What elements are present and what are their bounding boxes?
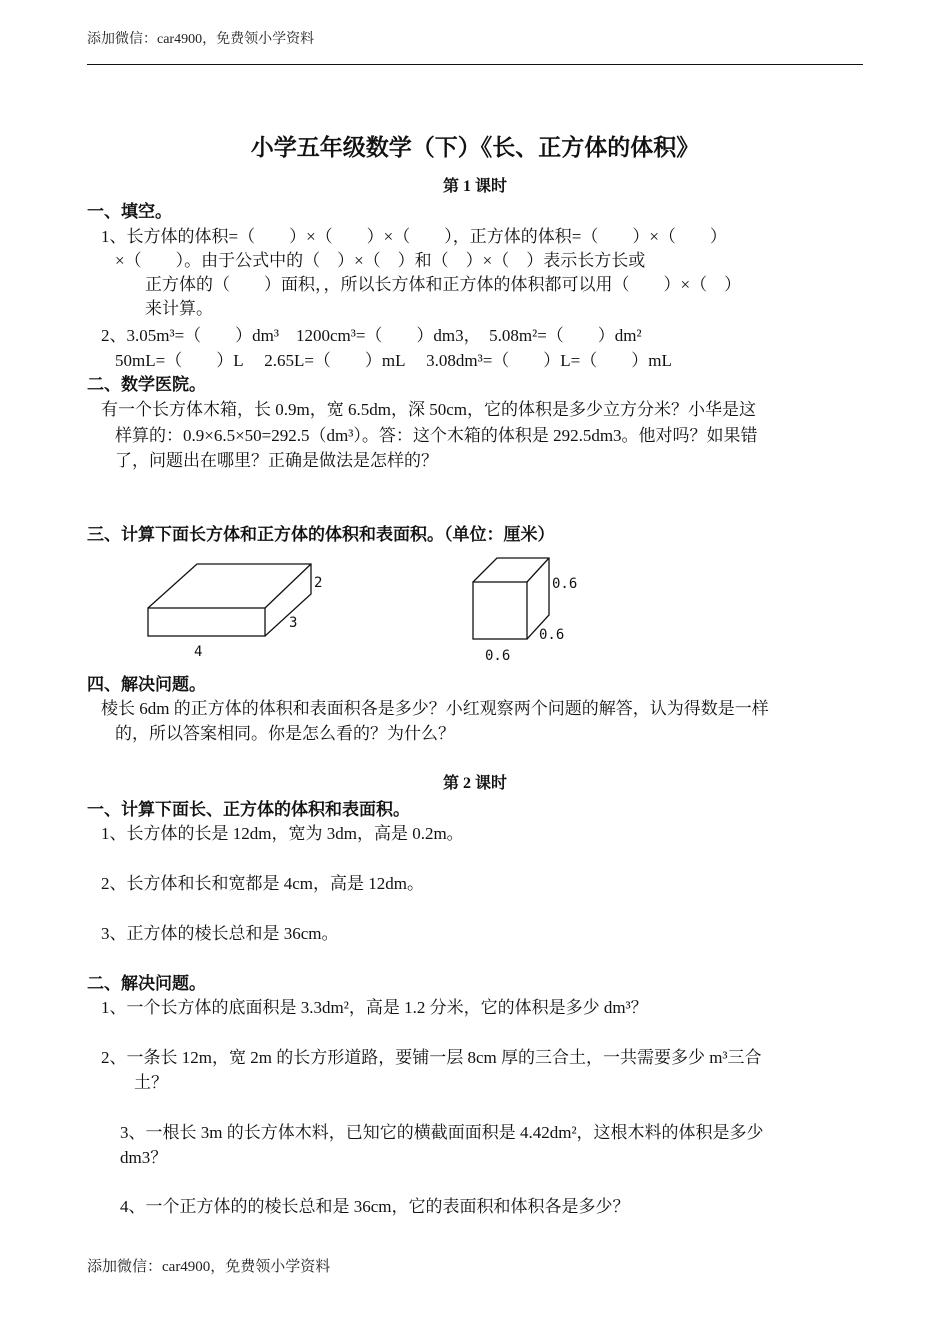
section-solve-title: 四、解决问题。 xyxy=(87,675,206,694)
header-divider xyxy=(87,64,863,65)
solve-line-2: 的，所以答案相同。你是怎么看的？为什么？ xyxy=(115,724,455,743)
cuboid-height-label: 2 xyxy=(314,575,323,591)
cuboid-figure xyxy=(140,560,340,662)
fill-blank-line-4: 来计算。 xyxy=(145,299,213,318)
section-math-hospital-title: 二、数学医院。 xyxy=(87,375,206,394)
fill-blank-line-3: 正方体的（ ）面积，，所以长方体和正方体的体积都可以用（ ）×（ ） xyxy=(145,275,742,294)
lesson-2-heading: 第 2 课时 xyxy=(442,775,507,792)
math-hospital-line-1: 有一个长方体木箱，长 0.9m，宽 6.5dm，深 50cm，它的体积是多少立方分米？小华是这 xyxy=(101,400,756,419)
cube-figure xyxy=(466,555,586,667)
cuboid-back-edges xyxy=(148,564,311,636)
lesson2-solve-title: 二、解决问题。 xyxy=(87,974,206,993)
cube-top-edge xyxy=(527,558,549,582)
fill-blank-line-1: 1、长方体的体积=（ ）×（ ）×（ ），正方体的体积=（ ）×（ ） xyxy=(101,227,727,246)
page-header: 添加微信：car4900，免费领小学资料 xyxy=(87,32,315,47)
fill-blank-line-2: ×（ ）。由于公式中的（ ）×（ ）和（ ）×（ ）表示长方长或 xyxy=(115,251,646,270)
lesson2-solve-q3-line-1: 3、一根长 3m 的长方体木料，已知它的横截面面积是 4.42dm²，这根木料的体积是多少 xyxy=(120,1123,764,1142)
fill-blank-line-5: 2、3.05m³=（ ）dm³ 1200cm³=（ ）dm3， 5.08m²=（ ）dm² xyxy=(101,326,642,345)
cuboid-front-face xyxy=(148,608,265,636)
lesson2-solve-q4: 4、一个正方体的的棱长总和是 36cm，它的表面积和体积各是多少？ xyxy=(120,1197,630,1216)
cube-edge-label-2: 0.6 xyxy=(539,627,565,643)
cube-edge-label-1: 0.6 xyxy=(552,576,578,592)
page-title: 小学五年级数学（下）《长、正方体的体积》 xyxy=(250,135,700,160)
lesson2-compute-q3: 3、正方体的棱长总和是 36cm。 xyxy=(101,924,339,943)
section-compute-title: 三、计算下面长方体和正方体的体积和表面积。（单位：厘米） xyxy=(87,525,555,544)
fill-blank-line-6: 50mL=（ ）L 2.65L=（ ）mL 3.08dm³=（ ）L=（ ）mL xyxy=(115,351,672,370)
cuboid-length-label: 4 xyxy=(194,644,203,660)
math-hospital-line-2: 样算的：0.9×6.5×50=292.5（dm³）。答：这个木箱的体积是 292.5dm3。他对吗？如果错 xyxy=(115,426,758,445)
cube-edge-label-3: 0.6 xyxy=(485,648,511,664)
solve-line-1: 棱长 6dm 的正方体的体积和表面积各是多少？小红观察两个问题的解答，认为得数是一样 xyxy=(101,699,769,718)
lesson2-compute-q2: 2、长方体和长和宽都是 4cm，高是 12dm。 xyxy=(101,874,424,893)
math-hospital-line-3: 了，问题出在哪里？正确是做法是怎样的？ xyxy=(115,451,438,470)
lesson2-solve-q2-line-1: 2、一条长 12m，宽 2m 的长方形道路，要铺一层 8cm 厚的三合土，一共需要多少 m³三合 xyxy=(101,1048,762,1067)
cuboid-top-edge xyxy=(265,564,311,608)
lesson2-solve-q2-line-2: 土？ xyxy=(134,1073,168,1092)
lesson2-solve-q1: 1、一个长方体的底面积是 3.3dm²，高是 1.2 分米，它的体积是多少 dm³？ xyxy=(101,998,648,1017)
lesson2-compute-title: 一、计算下面长、正方体的体积和表面积。 xyxy=(87,800,410,819)
section-fill-blank-title: 一、填空。 xyxy=(87,202,172,221)
lesson-1-heading: 第 1 课时 xyxy=(442,178,507,195)
cube-front-face xyxy=(473,582,527,639)
lesson2-compute-q1: 1、长方体的长是 12dm，宽为 3dm，高是 0.2m。 xyxy=(101,824,464,843)
cuboid-width-label: 3 xyxy=(289,615,298,631)
lesson2-solve-q3-line-2: dm3？ xyxy=(120,1148,168,1167)
page-footer: 添加微信：car4900，免费领小学资料 xyxy=(87,1259,331,1275)
